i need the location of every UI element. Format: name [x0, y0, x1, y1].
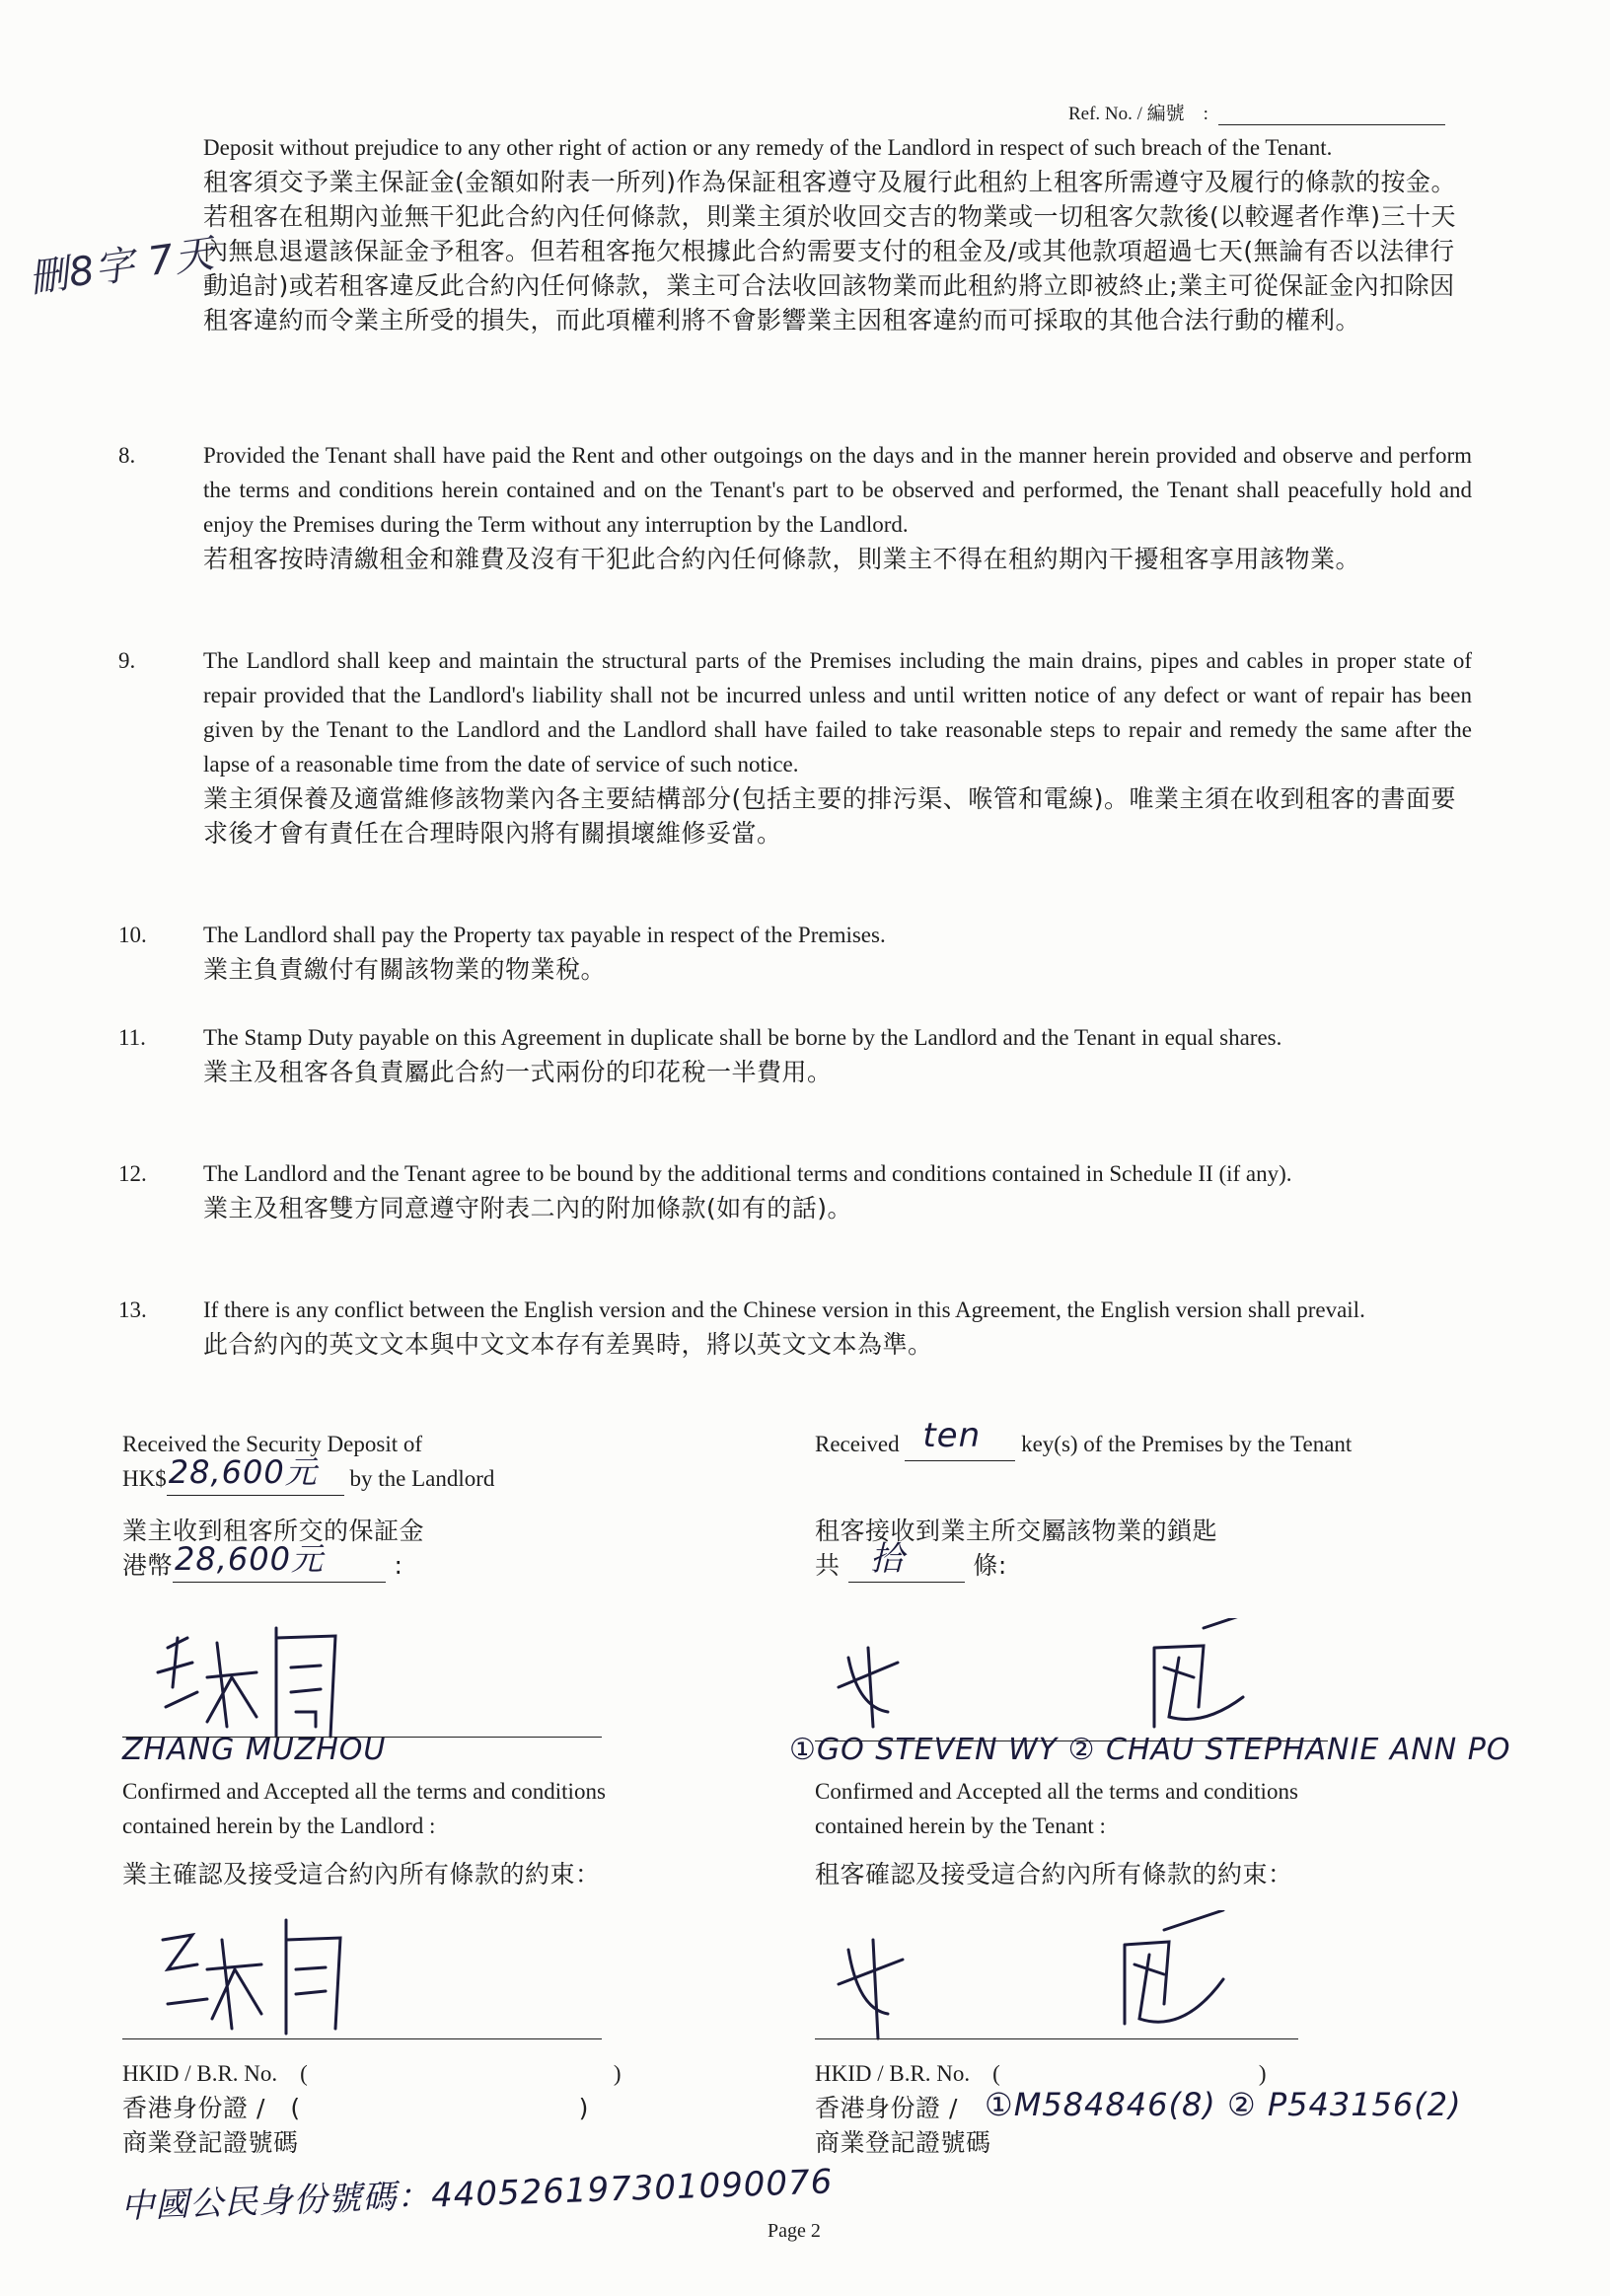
tenant-signature-1 — [829, 1618, 1302, 1746]
keys-count-handwritten: ten — [922, 1416, 982, 1455]
landlord-hkid-zh-row — [122, 2091, 714, 2125]
landlord-id-handwritten: 中國公民身份號碼：440526197301090076 — [119, 2162, 834, 2227]
intro-zh: 租客須交予業主保証金(金額如附表一所列)作為保証租客遵守及履行此租約上租客所需遵守及履行的條款的按金。若租客在租期內並無干犯此合約內任何條款，則業主須於收回交吉的物業或一切租客欠款後(以較遲者作準)三十天內無息退還該保証金予租客。但若租客拖欠根據此合約需要支付的租金及/或其他款項超過七天(無論有否以法律行動追討)或若租客違反此合約內任何條款，業主可合法收回該物業而此租約將立即被終止;業主可從保証金內扣除因租客違約而令業主所受的損失，而此項權利將不會影響業主因租客違約而可採取的其他合法行動的權利。 — [203, 168, 1457, 334]
deposit-zh-amount-field — [173, 1540, 386, 1583]
landlord-hkid-close: ) — [613, 2061, 622, 2086]
landlord-confirm — [122, 1774, 734, 1891]
clause-number: 13. — [118, 1297, 147, 1322]
landlord-signature-2 — [148, 1910, 404, 2048]
ref-number-line — [1218, 107, 1445, 125]
landlord-hkid-label: HKID / B.R. No. ( — [122, 2061, 308, 2086]
tenant-signature-2 — [829, 1910, 1243, 2048]
deposit-zh-amount-handwritten: 28,600元 — [175, 1540, 324, 1578]
deposit-receipt — [122, 1427, 675, 1583]
landlord-hkid-row — [122, 2056, 714, 2091]
page-number: Page 2 — [768, 2220, 821, 2242]
deposit-prefix: HK$ — [122, 1466, 167, 1491]
tenant-confirm — [815, 1774, 1446, 1891]
clause-en: The Landlord shall pay the Property tax payable in respect of the Premises. — [203, 923, 886, 947]
clause-zh: 業主及租客雙方同意遵守附表二內的附加條款(如有的話)。 — [203, 1194, 853, 1222]
clause-en: If there is any conflict between the English version and the Chinese version in this Agreement, the English version shall prevail. — [203, 1297, 1365, 1322]
tenant-confirm-en-2: contained herein by the Tenant : — [815, 1814, 1106, 1838]
landlord-hkid-zh-close: ) — [578, 2094, 589, 2122]
clause-en: The Stamp Duty payable on this Agreement in duplicate shall be borne by the Landlord and the Tenant in equal shares. — [203, 1025, 1282, 1050]
tenant-br-zh: 商業登記證號碼 — [815, 2128, 991, 2157]
deposit-amount-field — [167, 1453, 344, 1496]
clause-en: The Landlord shall keep and maintain the structural parts of the Premises including the main drains, pipes and cables in proper state of repair provided that the Landlord's liability shall not be incurred unless and until written notice of any defect or want of repair has been given by the Tenant to the Landlord and the Landlord shall have failed to take reasonable steps to repair and remedy the same after the lapse of a reasonable time from the date of service of such notice. — [203, 648, 1472, 777]
keys-zh-prefix: 共 — [815, 1551, 841, 1580]
clause-en: Provided the Tenant shall have paid the Rent and other outgoings on the days and in the manner herein provided and observe and perform the terms and conditions herein contained and on the Tenant's part to be observed and performed, the Tenant shall peacefully hold and enjoy the Premises during the Term without any interruption by the Landlord. — [203, 443, 1472, 537]
clause-number: 12. — [118, 1161, 147, 1186]
landlord-confirm-en-2: contained herein by the Landlord : — [122, 1814, 436, 1838]
intro-en: Deposit without prejudice to any other right of action or any remedy of the Landlord in respect of such breach of the Tenant. — [203, 135, 1333, 160]
clause-number: 8. — [118, 443, 136, 468]
deposit-line-1: Received the Security Deposit of — [122, 1432, 423, 1456]
keys-prefix: Received — [815, 1432, 900, 1456]
keys-line-1 — [815, 1416, 1486, 1461]
clause-number: 11. — [118, 1025, 146, 1050]
deposit-clause-continuation — [203, 130, 1472, 337]
keys-zh-line-2 — [815, 1539, 1486, 1583]
margin-note: 刪8字 7天 — [26, 230, 218, 302]
keys-suffix: key(s) of the Premises by the Tenant — [1021, 1432, 1353, 1456]
deposit-zh-line-2 — [122, 1540, 675, 1583]
deposit-zh-suffix: : — [394, 1551, 403, 1580]
keys-zh-count-field — [848, 1539, 965, 1583]
clause-zh: 業主及租客各負責屬此合約一式兩份的印花稅一半費用。 — [203, 1058, 833, 1086]
clause-zh: 業主負責繳付有關該物業的物業稅。 — [203, 955, 607, 984]
tenant-signature-line-2 — [815, 2038, 1298, 2039]
tenant-confirm-en-1: Confirmed and Accepted all the terms and conditions — [815, 1779, 1298, 1804]
clause-zh: 此合約內的英文文本與中文文本存有差異時，將以英文文本為準。 — [203, 1330, 933, 1359]
deposit-zh-prefix: 港幣 — [122, 1551, 174, 1580]
landlord-signature-line-2 — [122, 2038, 602, 2039]
tenant-hkid-label: HKID / B.R. No. ( — [815, 2061, 1000, 2086]
landlord-confirm-zh: 業主確認及接受這合約內所有條款的約束： — [122, 1860, 601, 1889]
deposit-zh-line-1: 業主收到租客所交的保証金 — [122, 1517, 425, 1545]
tenant-hkid-close: ) — [1258, 2061, 1267, 2086]
keys-zh-line-1: 租客接收到業主所交屬該物業的鎖匙 — [815, 1517, 1218, 1545]
deposit-amount-handwritten: 28,600元 — [168, 1453, 318, 1491]
keys-zh-suffix: 條: — [973, 1551, 1007, 1580]
tenant-hkid-zh-label: 香港身份證 / — [815, 2094, 958, 2122]
deposit-suffix: by the Landlord — [349, 1466, 495, 1491]
landlord-hkid-zh-label: 香港身份證 / ( — [122, 2094, 301, 2122]
tenant-id-handwritten: ①M584846(8) ② P543156(2) — [985, 2086, 1462, 2123]
landlord-br-zh: 商業登記證號碼 — [122, 2128, 299, 2157]
ref-number — [1068, 99, 1445, 125]
clause-zh: 若租客按時清繳租金和雜費及沒有干犯此合約內任何條款，則業主不得在租約期內干擾租客享用該物業。 — [203, 545, 1361, 573]
tenant-confirm-zh: 租客確認及接受這合約內所有條款的約束： — [815, 1860, 1293, 1889]
landlord-id-block — [122, 2056, 714, 2160]
keys-count-field — [905, 1416, 1015, 1461]
clause-number: 10. — [118, 923, 147, 947]
clause-number: 9. — [118, 648, 136, 673]
keys-zh-count-handwritten: 拾 — [869, 1539, 905, 1579]
landlord-confirm-en-1: Confirmed and Accepted all the terms and conditions — [122, 1779, 606, 1804]
landlord-signature-1 — [148, 1618, 404, 1746]
ref-number-label: Ref. No. / 編號 : — [1068, 104, 1208, 124]
clause-en: The Landlord and the Tenant agree to be bound by the additional terms and conditions contained in Schedule II (if any). — [203, 1161, 1292, 1186]
tenant-name-handwritten: ①GO STEVEN WY ② CHAU STEPHANIE ANN PO — [789, 1733, 1511, 1767]
clause-zh: 業主須保養及適當維修該物業內各主要結構部分(包括主要的排污渠、喉管和電線)。唯業主須在收到租客的書面要求後才會有責任在合理時限內將有關損壞維修妥當。 — [203, 784, 1457, 848]
keys-receipt — [815, 1416, 1486, 1583]
landlord-name-handwritten: ZHANG MUZHOU — [122, 1733, 387, 1767]
deposit-line-2 — [122, 1453, 675, 1496]
